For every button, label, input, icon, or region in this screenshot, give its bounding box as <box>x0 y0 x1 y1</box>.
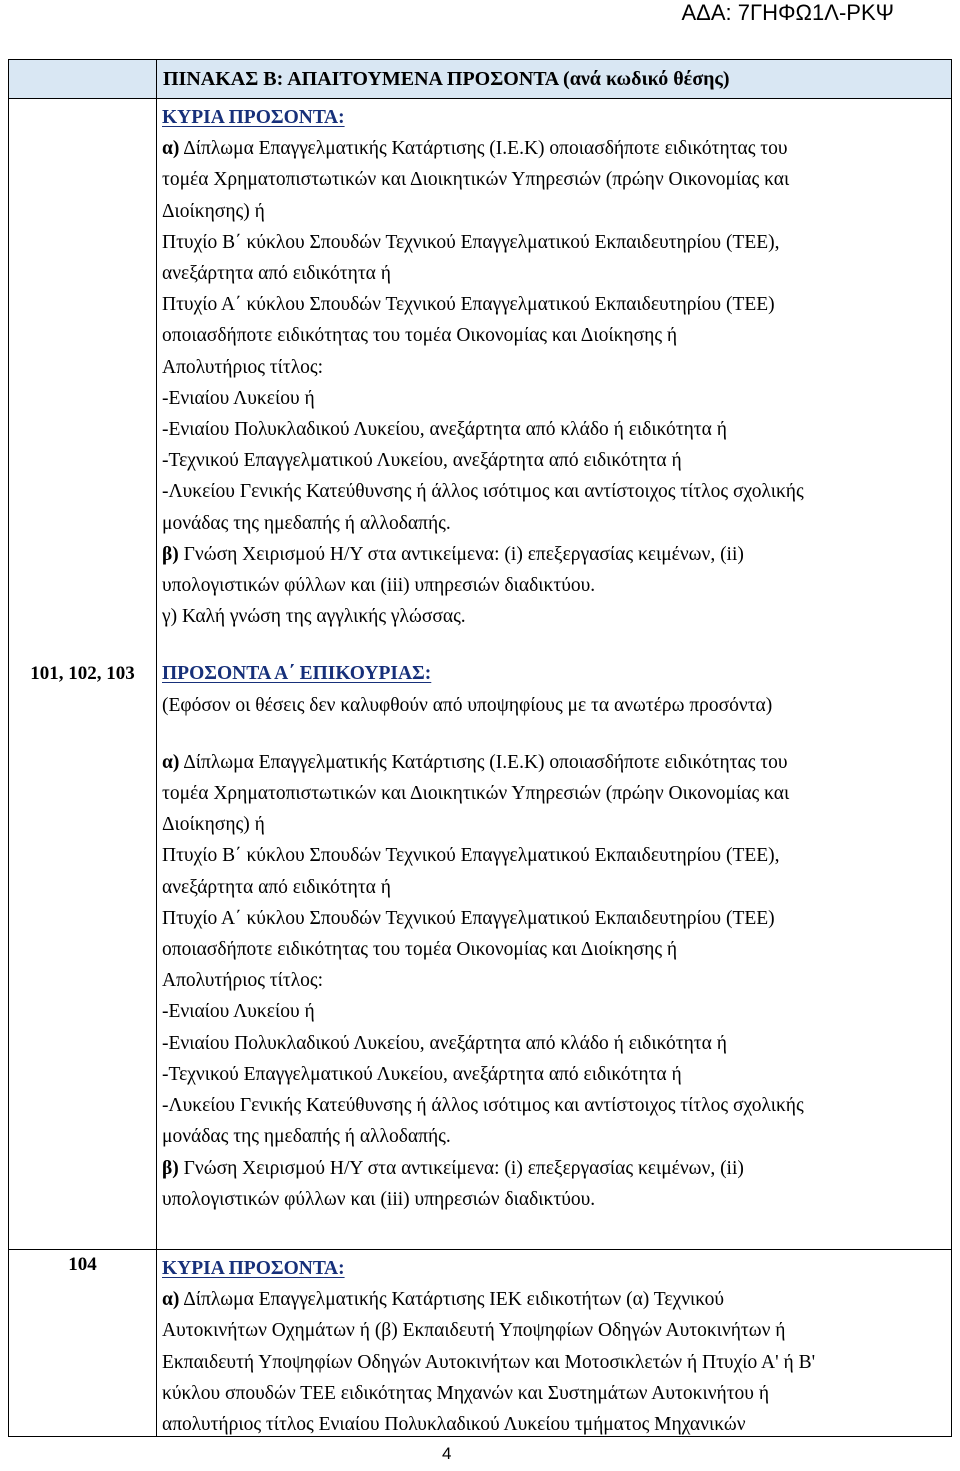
requirement-line: Διοίκησης) ή <box>162 200 265 222</box>
requirement-line: Πτυχίο Α΄ κύκλου Σπουδών Τεχνικού Επαγγελματικού Εκπαιδευτηρίου (ΤΕΕ) <box>162 294 775 316</box>
requirement-line: Πτυχίο Β΄ κύκλου Σπουδών Τεχνικού Επαγγελματικού Εκπαιδευτηρίου (ΤΕΕ), <box>162 231 780 253</box>
requirement-line: Αυτοκινήτων Οχημάτων ή (β) Εκπαιδευτή Υποψηφίων Οδηγών Αυτοκινήτων ή <box>162 1320 786 1342</box>
requirement-line: υπολογιστικών φύλλων και (iii) υπηρεσιών διαδικτύου. <box>162 1188 596 1210</box>
requirement-line: -Ενιαίου Πολυκλαδικού Λυκείου, ανεξάρτητα από κλάδο ή ειδικότητα ή <box>162 1032 727 1054</box>
requirement-line: -Τεχνικού Επαγγελματικού Λυκείου, ανεξάρτητα από ειδικότητα ή <box>162 450 682 472</box>
requirement-line: μονάδας της ημεδαπής ή αλλοδαπής. <box>162 512 451 534</box>
requirement-line: μονάδας της ημεδαπής ή αλλοδαπής. <box>162 1126 451 1148</box>
requirement-text: Γνώση Χειρισμού Η/Υ στα αντικείμενα: (i) επεξεργασίας κειμένων, (ii) <box>183 543 744 565</box>
requirement-line: Απολυτήριος τίτλος: <box>162 356 324 378</box>
requirement-line: υπολογιστικών φύλλων και (iii) υπηρεσιών διαδικτύου. <box>162 575 596 597</box>
requirements-table <box>8 59 952 1437</box>
requirement-line: Πτυχίο Β΄ κύκλου Σπουδών Τεχνικού Επαγγελματικού Εκπαιδευτηρίου (ΤΕΕ), <box>162 845 780 867</box>
position-codes: 101, 102, 103 <box>9 99 157 1250</box>
requirements-cell <box>157 1250 952 1437</box>
requirement-line: Διοίκησης) ή <box>162 814 265 836</box>
requirement-b <box>162 539 946 570</box>
requirement-line: οποιασδήποτε ειδικότητας του τομέα Οικονομίας και Διοίκησης ή <box>162 939 678 961</box>
auxiliary-qualifications-heading: ΠΡΟΣΟΝΤΑ Α΄ ΕΠΙΚΟΥΡΙΑΣ: <box>162 663 432 685</box>
table-header-row <box>9 60 952 99</box>
requirement-text: Γνώση Χειρισμού Η/Υ στα αντικείμενα: (i) επεξεργασίας κειμένων, (ii) <box>183 1157 744 1179</box>
header-code-cell <box>9 60 157 99</box>
requirement-line: Απολυτήριος τίτλος: <box>162 970 324 992</box>
requirement-text: Δίπλωμα Επαγγελματικής Κατάρτισης (Ι.Ε.Κ) οποιασδήποτε ειδικότητας του <box>183 751 788 773</box>
table-row <box>9 99 952 1250</box>
item-label: α) <box>162 1289 180 1311</box>
main-qualifications-heading: ΚΥΡΙΑ ΠΡΟΣΟΝΤΑ: <box>162 107 345 128</box>
requirement-line: ανεξάρτητα από ειδικότητα ή <box>162 876 391 898</box>
item-label: β) <box>162 543 179 565</box>
requirement-line: κύκλου σπουδών ΤΕΕ ειδικότητας Μηχανών και Συστημάτων Αυτοκινήτου ή <box>162 1382 770 1404</box>
requirement-line: απολυτήριος τίτλος Ενιαίου Πολυκλαδικού Λυκείου τμήματος Μηχανικών <box>162 1414 746 1436</box>
requirement-line: ανεξάρτητα από ειδικότητα ή <box>162 263 391 285</box>
table-row <box>9 1250 952 1437</box>
item-label: α) <box>162 138 180 160</box>
requirement-line: -Ενιαίου Πολυκλαδικού Λυκείου, ανεξάρτητα από κλάδο ή ειδικότητα ή <box>162 419 727 441</box>
aux-requirement-a <box>162 747 946 778</box>
requirement-c: γ) Καλή γνώση της αγγλικής γλώσσας. <box>162 606 466 628</box>
position-code: 104 <box>9 1250 157 1437</box>
requirement-line: -Λυκείου Γενικής Κατεύθυνσης ή άλλος ισότιμος και αντίστοιχος τίτλος σχολικής <box>162 481 804 503</box>
main-qualifications-heading: ΚΥΡΙΑ ΠΡΟΣΟΝΤΑ: <box>162 1258 345 1279</box>
requirement-line: -Λυκείου Γενικής Κατεύθυνσης ή άλλος ισότιμος και αντίστοιχος τίτλος σχολικής <box>162 1095 804 1117</box>
ada-code: ΑΔΑ: 7ΓΗΦΩ1Λ-ΡΚΨ <box>681 0 894 25</box>
requirement-text: Δίπλωμα Επαγγελματικής Κατάρτισης ΙΕΚ ειδικοτήτων (α) Τεχνικού <box>183 1289 725 1311</box>
item-label: α) <box>162 751 180 773</box>
requirement-line: -Ενιαίου Λυκείου ή <box>162 1001 315 1023</box>
requirement-line: Εκπαιδευτή Υποψηφίων Οδηγών Αυτοκινήτων και Μοτοσικλετών ή Πτυχίο Α' ή Β' <box>162 1351 816 1373</box>
header-title-cell <box>157 60 952 99</box>
requirement-line: τομέα Χρηματοπιστωτικών και Διοικητικών Υπηρεσιών (πρώην Οικονομίας και <box>162 169 790 191</box>
requirement-line: -Τεχνικού Επαγγελματικού Λυκείου, ανεξάρτητα από ειδικότητα ή <box>162 1063 682 1085</box>
requirements-cell <box>157 99 952 1250</box>
requirement-line: Πτυχίο Α΄ κύκλου Σπουδών Τεχνικού Επαγγελματικού Εκπαιδευτηρίου (ΤΕΕ) <box>162 907 775 929</box>
requirement-line: οποιασδήποτε ειδικότητας του τομέα Οικονομίας και Διοίκησης ή <box>162 325 678 347</box>
requirement-line: τομέα Χρηματοπιστωτικών και Διοικητικών Υπηρεσιών (πρώην Οικονομίας και <box>162 783 790 805</box>
requirement-line: -Ενιαίου Λυκείου ή <box>162 387 315 409</box>
aux-requirement-b <box>162 1153 946 1184</box>
page-number: 4 <box>442 1444 452 1463</box>
requirement-a <box>162 1284 946 1315</box>
auxiliary-note: (Εφόσον οι θέσεις δεν καλυφθούν από υποψηφίους με τα ανωτέρω προσόντα) <box>162 694 773 716</box>
requirement-a <box>162 133 946 164</box>
item-label: β) <box>162 1157 179 1179</box>
requirement-text: Δίπλωμα Επαγγελματικής Κατάρτισης (Ι.Ε.Κ) οποιασδήποτε ειδικότητας του <box>183 138 788 160</box>
table-title: ΠΙΝΑΚΑΣ Β: ΑΠΑΙΤΟΥΜΕΝΑ ΠΡΟΣΟΝΤΑ (ανά κωδικό θέσης) <box>163 68 730 90</box>
